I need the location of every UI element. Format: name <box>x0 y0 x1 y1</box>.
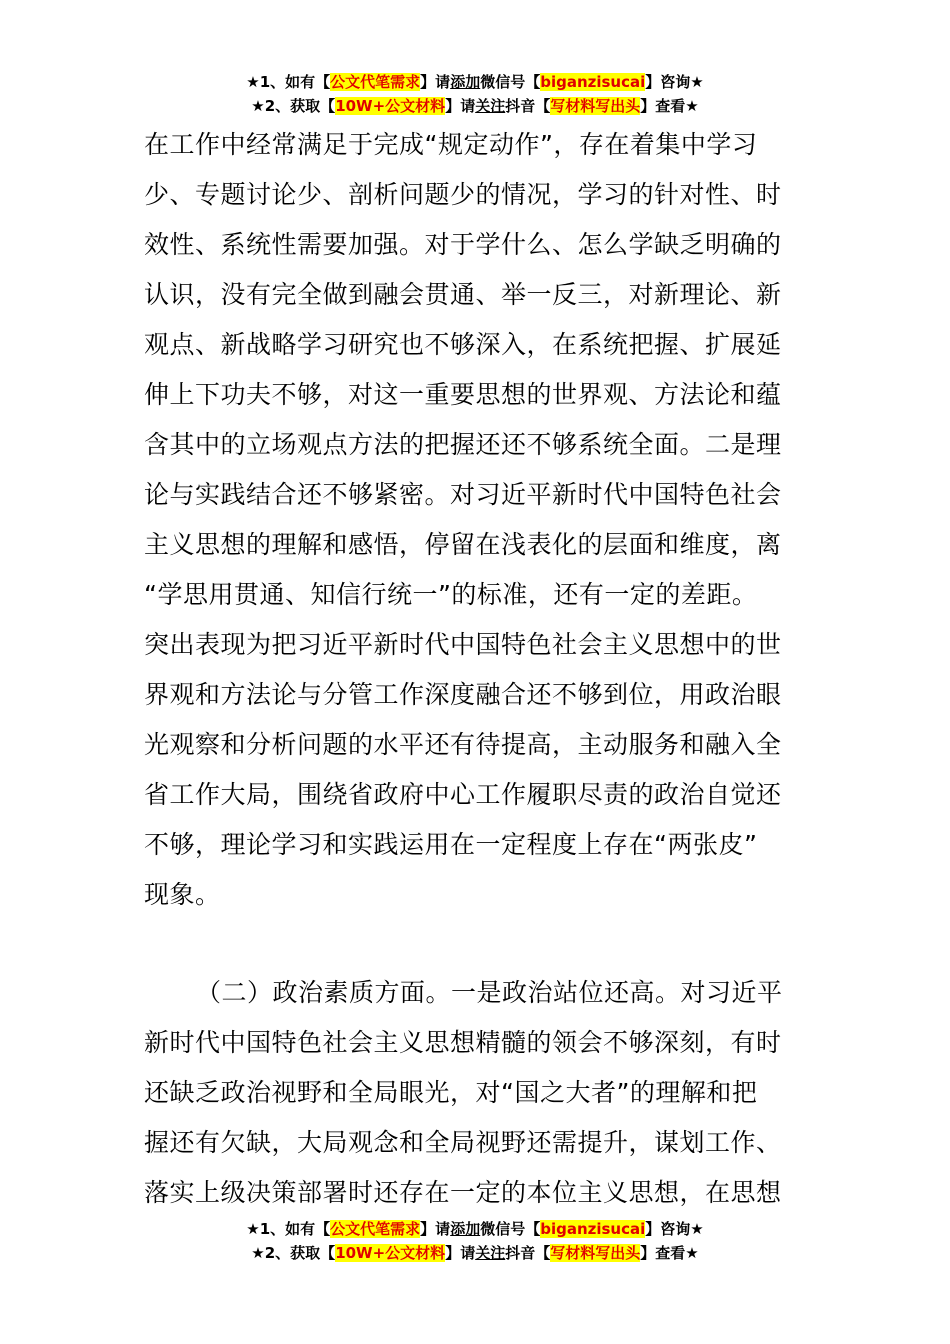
banner-underlined-text: 关注 <box>475 97 506 115</box>
text-line: 少、专题讨论少、剖析问题少的情况，学习的针对性、时 <box>144 180 782 209</box>
banner-highlight: 写材料写出头 <box>550 97 641 115</box>
text-line: 含其中的立场观点方法的把握还还不够系统全面。二是理 <box>144 430 782 459</box>
banner-highlight: 写材料写出头 <box>550 1244 641 1262</box>
text-line: 主义思想的理解和感悟，停留在浅表化的层面和维度，离 <box>144 530 782 559</box>
banner-text: 】请 <box>420 1220 451 1238</box>
text-line: 现象。 <box>144 880 221 909</box>
text-line: 在工作中经常满足于完成“规定动作”，存在着集中学习 <box>144 130 758 159</box>
text-line: 不够，理论学习和实践运用在一定程度上存在“两张皮” <box>144 830 758 859</box>
banner-text: 】咨询★ <box>645 73 704 91</box>
banner-text: 】请 <box>445 97 476 115</box>
text-line: “学思用贯通、知信行统一”的标准，还有一定的差距。 <box>144 580 758 609</box>
text-line: 新时代中国特色社会主义思想精髓的领会不够深刻，有时 <box>144 1028 782 1057</box>
banner-text: 】请 <box>420 73 451 91</box>
text-line: （二）政治素质方面。一是政治站位还高。对习近平 <box>196 978 783 1007</box>
text-line: 界观和方法论与分管工作深度融合还不够到位，用政治眼 <box>144 680 782 709</box>
banner-line-1 <box>0 70 950 94</box>
body-paragraph-2 <box>144 968 808 1218</box>
banner-underlined-text: 添加 <box>450 73 481 91</box>
text-line: 伸上下功夫不够，对这一重要思想的世界观、方法论和蕴 <box>144 380 782 409</box>
banner-line-2 <box>0 94 950 118</box>
text-line: 省工作大局，围绕省政府中心工作履职尽责的政治自觉还 <box>144 780 782 809</box>
banner-underlined-text: 关注 <box>475 1244 506 1262</box>
banner-text: 】查看★ <box>640 97 699 115</box>
text-line: 光观察和分析问题的水平还有待提高，主动服务和融入全 <box>144 730 782 759</box>
banner-text: 微信号【 <box>480 1220 541 1238</box>
banner-text: 】请 <box>445 1244 476 1262</box>
banner-text: ★2、获取【 <box>251 97 336 115</box>
banner-line-2 <box>0 1241 950 1265</box>
text-line: 还缺乏政治视野和全局眼光，对“国之大者”的理解和把 <box>144 1078 758 1107</box>
footer-banner <box>0 1217 950 1265</box>
banner-text: 】查看★ <box>640 1244 699 1262</box>
banner-text: 抖音【 <box>505 97 551 115</box>
banner-highlight: biganzisucai <box>540 73 646 91</box>
banner-underlined-text: 添加 <box>450 1220 481 1238</box>
banner-text: ★2、获取【 <box>251 1244 336 1262</box>
banner-text: ★1、如有【 <box>246 1220 331 1238</box>
banner-text: 抖音【 <box>505 1244 551 1262</box>
text-line: 握还有欠缺，大局观念和全局视野还需提升，谋划工作、 <box>144 1128 782 1157</box>
text-line: 认识，没有完全做到融会贯通、举一反三，对新理论、新 <box>144 280 782 309</box>
banner-highlight: 公文代笔需求 <box>330 73 421 91</box>
text-line: 观点、新战略学习研究也不够深入，在系统把握、扩展延 <box>144 330 782 359</box>
banner-text: ★1、如有【 <box>246 73 331 91</box>
text-line: 论与实践结合还不够紧密。对习近平新时代中国特色社会 <box>144 480 782 509</box>
text-line: 落实上级决策部署时还存在一定的本位主义思想，在思想 <box>144 1178 782 1207</box>
banner-text: 】咨询★ <box>645 1220 704 1238</box>
text-line: 效性、系统性需要加强。对于学什么、怎么学缺乏明确的 <box>144 230 782 259</box>
banner-line-1 <box>0 1217 950 1241</box>
header-banner <box>0 70 950 118</box>
banner-highlight: biganzisucai <box>540 1220 646 1238</box>
text-line: 突出表现为把习近平新时代中国特色社会主义思想中的世 <box>144 630 782 659</box>
banner-highlight: 10W+公文材料 <box>335 1244 446 1262</box>
banner-highlight: 公文代笔需求 <box>330 1220 421 1238</box>
banner-text: 微信号【 <box>480 73 541 91</box>
body-paragraph-1 <box>144 120 808 920</box>
banner-highlight: 10W+公文材料 <box>335 97 446 115</box>
